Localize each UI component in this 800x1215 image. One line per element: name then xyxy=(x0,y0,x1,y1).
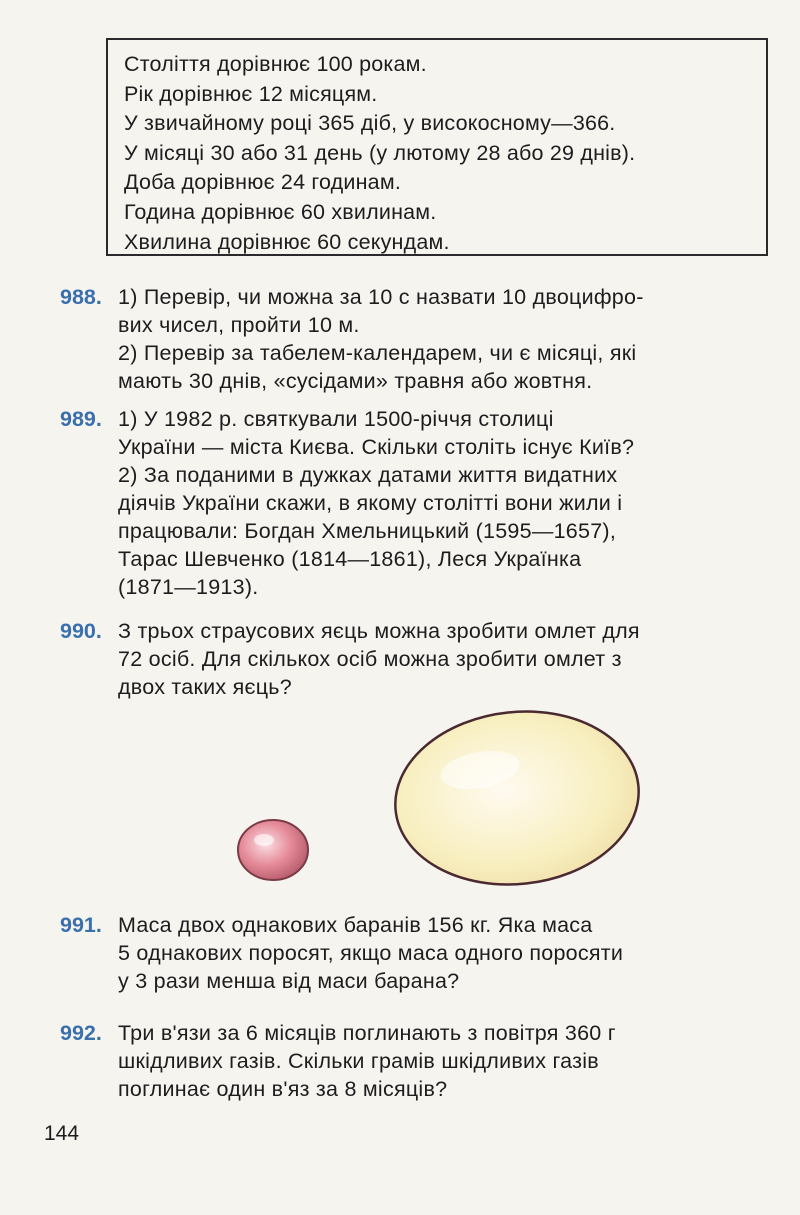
task-line: 2) Перевір за табелем-календарем, чи є місяці, які xyxy=(118,341,637,365)
eggs-illustration xyxy=(230,700,660,900)
task-number: 992. xyxy=(60,1021,102,1045)
task-line: З трьох страусових яєць можна зробити омлет для xyxy=(118,619,640,643)
task-line: 72 осіб. Для скількох осіб можна зробити омлет з xyxy=(118,647,622,671)
time-units-info-box xyxy=(106,38,768,256)
task-line: України — міста Києва. Скільки століть існує Київ? xyxy=(118,435,635,459)
task-line: 1) Перевір, чи можна за 10 с назвати 10 двоцифро- xyxy=(118,285,644,309)
ostrich-egg-icon xyxy=(387,700,648,896)
task-number: 991. xyxy=(60,913,102,937)
task-line: Маса двох однакових баранів 156 кг. Яка маса xyxy=(118,913,593,937)
task-line: двох таких яєць? xyxy=(118,675,292,699)
task-line: (1871—1913). xyxy=(118,575,259,599)
task-line: поглинає один в'яз за 8 місяців? xyxy=(118,1077,448,1101)
task-line: Тарас Шевченко (1814—1861), Леся Українка xyxy=(118,547,582,571)
info-line: Хвилина дорівнює 60 секундам. xyxy=(124,229,450,254)
task-number: 990. xyxy=(60,619,102,643)
info-line: Доба дорівнює 24 годинам. xyxy=(124,170,401,195)
task-line: 2) За поданими в дужках датами життя видатних xyxy=(118,463,618,487)
hen-egg-icon xyxy=(238,820,308,880)
task-line: у 3 рази менша від маси барана? xyxy=(118,969,460,993)
info-line: У звичайному році 365 діб, у високосному—366. xyxy=(124,111,616,136)
task-line: 1) У 1982 р. святкували 1500-річчя столиці xyxy=(118,407,554,431)
task-number: 988. xyxy=(60,285,102,309)
info-line: Рік дорівнює 12 місяцям. xyxy=(124,81,378,106)
info-line: Століття дорівнює 100 рокам. xyxy=(124,52,427,76)
task-line: працювали: Богдан Хмельницький (1595—1657), xyxy=(118,519,617,543)
page-number: 144 xyxy=(44,1122,80,1145)
task-line: мають 30 днів, «сусідами» травня або жовтня. xyxy=(118,369,593,393)
task-line: 5 однакових поросят, якщо маса одного поросяти xyxy=(118,941,624,965)
info-line: Година дорівнює 60 хвилинам. xyxy=(124,199,437,224)
info-line: У місяці 30 або 31 день (у лютому 28 або 29 днів). xyxy=(124,140,636,165)
task-line: вих чисел, пройти 10 м. xyxy=(118,313,360,337)
task-line: шкідливих газів. Скільки грамів шкідливих газів xyxy=(118,1049,599,1073)
task-line: діячів України скажи, в якому столітті вони жили і xyxy=(118,491,623,515)
task-line: Три в'язи за 6 місяців поглинають з повітря 360 г xyxy=(118,1021,616,1045)
task-number: 989. xyxy=(60,407,102,431)
